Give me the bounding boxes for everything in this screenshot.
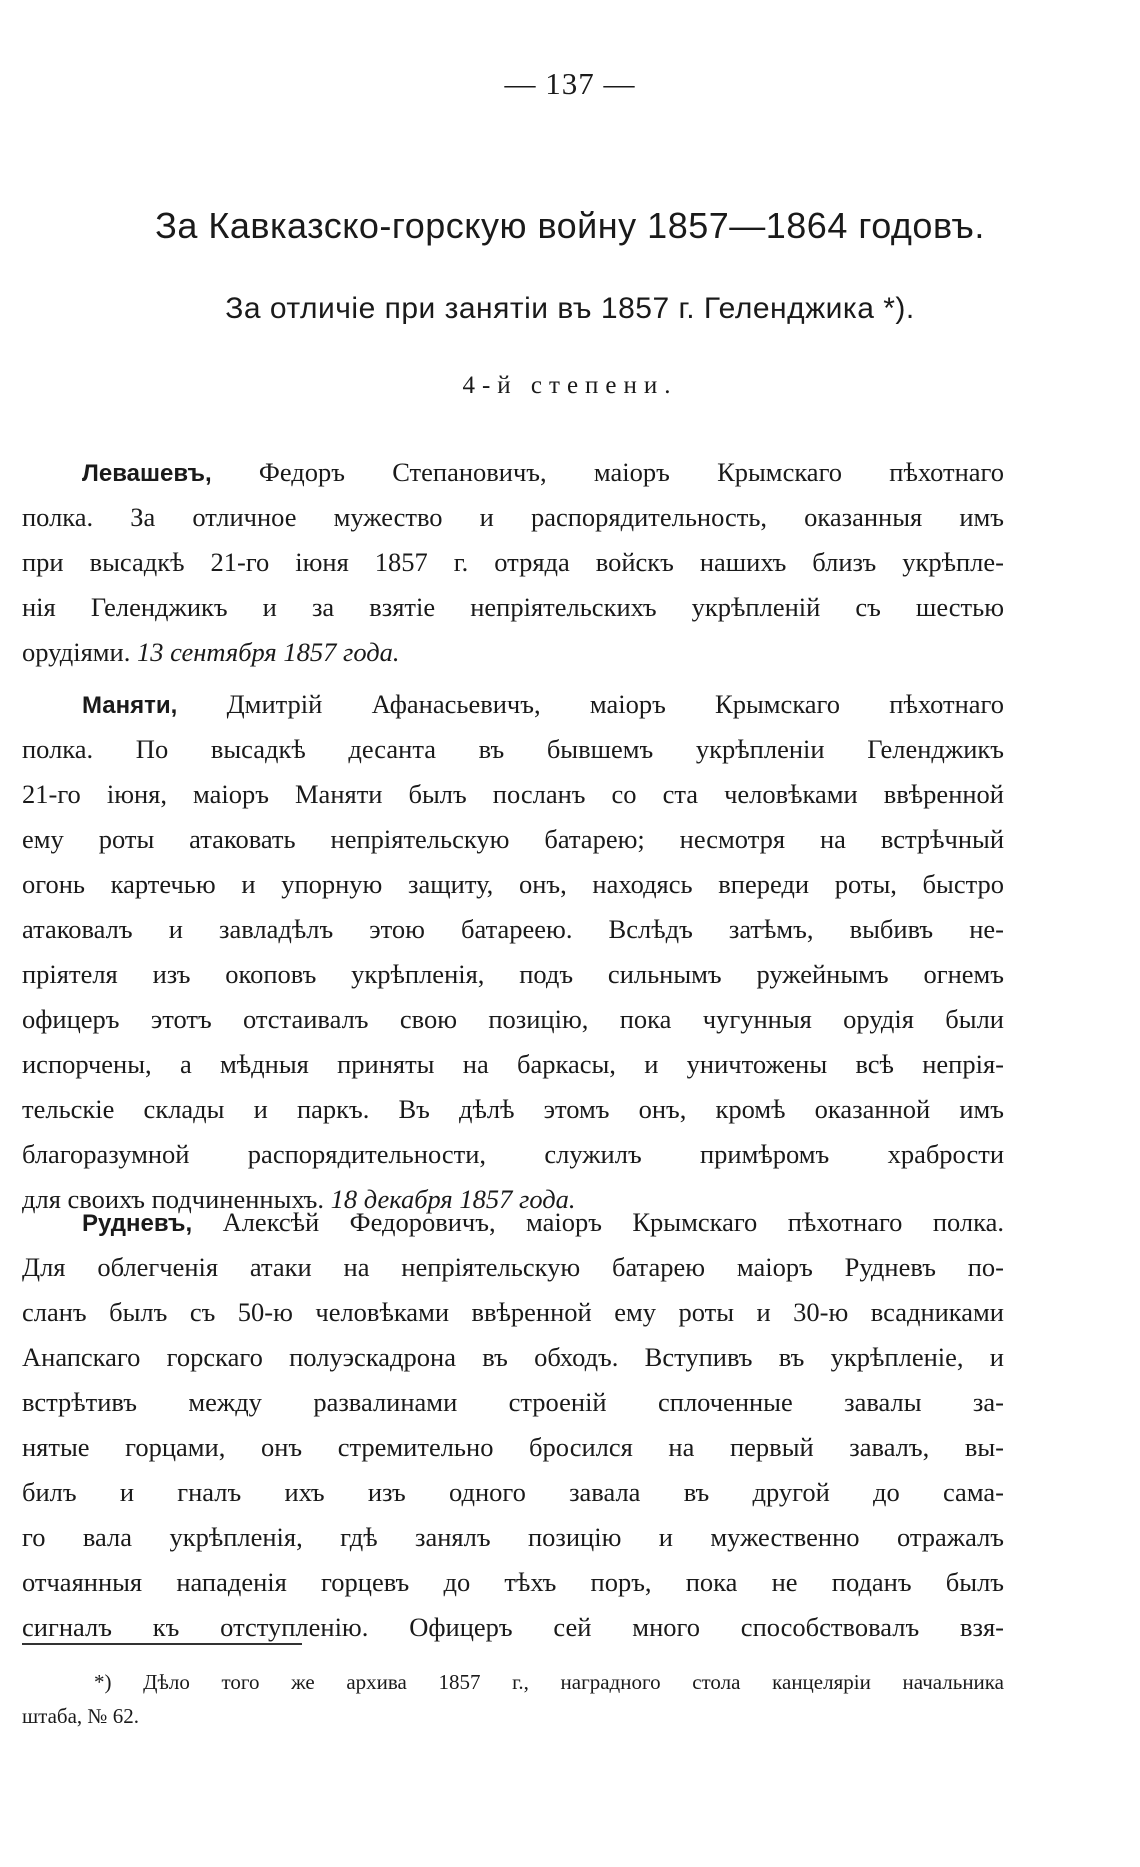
entry-first-line bbox=[22, 682, 1004, 727]
entry-line: тельскіе склады и паркъ. Въ дѣлѣ этомъ онъ, кромѣ оказанной имъ bbox=[22, 1094, 1004, 1124]
entry-last-line bbox=[22, 630, 1004, 675]
footnote-line: штаба, № 62. bbox=[22, 1704, 139, 1728]
person-name: Рудневъ, bbox=[82, 1210, 193, 1237]
entry-line: 21-го іюня, маіоръ Маняти былъ посланъ со ста человѣками ввѣренной bbox=[22, 779, 1004, 809]
entry-first-line bbox=[22, 450, 1004, 495]
entry-text: Алексѣй Федоровичъ, маіоръ Крымскаго пѣхотнаго полка. bbox=[192, 1207, 1004, 1237]
entry-text: орудіями. bbox=[22, 637, 137, 667]
entry-text: для своихъ подчиненныхъ. bbox=[22, 1184, 331, 1214]
award-entry bbox=[22, 1200, 1004, 1650]
award-entry bbox=[22, 682, 1004, 1222]
footnote bbox=[22, 1665, 1004, 1733]
footnote-line: *) Дѣло того же архива 1857 г., наградного стола канцеляріи начальника bbox=[94, 1670, 1004, 1694]
entry-first-line bbox=[22, 1200, 1004, 1245]
entry-line: ему роты атаковать непріятельскую батарею; несмотря на встрѣчный bbox=[22, 824, 1004, 854]
entry-line: огонь картечью и упорную защиту, онъ, находясь впереди роты, быстро bbox=[22, 869, 1004, 899]
page-title: За Кавказско-горскую войну 1857—1864 годовъ. bbox=[155, 205, 985, 246]
entry-line: благоразумной распорядительности, служилъ примѣромъ храбрости bbox=[22, 1139, 1004, 1169]
entry-line: сланъ былъ съ 50-ю человѣками ввѣренной ему роты и 30-ю всадниками bbox=[22, 1297, 1004, 1327]
footnote-divider bbox=[22, 1643, 302, 1645]
entry-line: при высадкѣ 21-го іюня 1857 г. отряда войскъ нашихъ близъ укрѣпле- bbox=[22, 547, 1004, 577]
entry-line: офицеръ этотъ отстаивалъ свою позицію, пока чугунныя орудія были bbox=[22, 1004, 1004, 1034]
entry-line: пріятеля изъ окоповъ укрѣпленія, подъ сильнымъ ружейнымъ огнемъ bbox=[22, 959, 1004, 989]
entry-line: полка. За отличное мужество и распорядительность, оказанныя имъ bbox=[22, 502, 1004, 532]
award-date: 18 декабря 1857 года. bbox=[330, 1184, 576, 1214]
award-entry bbox=[22, 450, 1004, 675]
person-name: Маняти, bbox=[82, 692, 178, 719]
entry-line: сигналъ къ отступленію. Офицеръ сей много способствовалъ взя- bbox=[22, 1612, 1004, 1642]
entry-line: нія Геленджикъ и за взятіе непріятельскихъ укрѣпленій съ шестью bbox=[22, 592, 1004, 622]
entry-line: отчаянныя нападенія горцевъ до тѣхъ поръ, пока не поданъ былъ bbox=[22, 1567, 1004, 1597]
entry-line: Для облегченія атаки на непріятельскую батарею маіоръ Рудневъ по- bbox=[22, 1252, 1004, 1282]
entry-line: встрѣтивъ между развалинами строеній сплоченные завалы за- bbox=[22, 1387, 1004, 1417]
degree-heading: 4-й степени. bbox=[462, 372, 678, 399]
entry-line: нятые горцами, онъ стремительно бросился на первый завалъ, вы- bbox=[22, 1432, 1004, 1462]
section-subtitle: За отличіе при занятіи въ 1857 г. Геленджика *). bbox=[225, 292, 915, 325]
entry-line: го вала укрѣпленія, гдѣ занялъ позицію и мужественно отражалъ bbox=[22, 1522, 1004, 1552]
entry-line: полка. По высадкѣ десанта въ бывшемъ укрѣпленіи Геленджикъ bbox=[22, 734, 1004, 764]
entry-line: Анапскаго горскаго полуэскадрона въ обходъ. Вступивъ въ укрѣпленіе, и bbox=[22, 1342, 1004, 1372]
entry-line: атаковалъ и завладѣлъ этою батареею. Вслѣдъ затѣмъ, выбивъ не- bbox=[22, 914, 1004, 944]
person-name: Левашевъ, bbox=[82, 460, 212, 487]
entry-text: Федоръ Степановичъ, маіоръ Крымскаго пѣхотнаго bbox=[211, 457, 1004, 487]
award-date: 13 сентября 1857 года. bbox=[136, 637, 400, 667]
entry-line: билъ и гналъ ихъ изъ одного завала въ другой до сама- bbox=[22, 1477, 1004, 1507]
page-number: — 137 — bbox=[504, 66, 636, 101]
entry-line: испорчены, а мѣдныя приняты на баркасы, и уничтожены всѣ непрія- bbox=[22, 1049, 1004, 1079]
entry-text: Дмитрій Афанасьевичъ, маіоръ Крымскаго пѣхотнаго bbox=[177, 689, 1004, 719]
